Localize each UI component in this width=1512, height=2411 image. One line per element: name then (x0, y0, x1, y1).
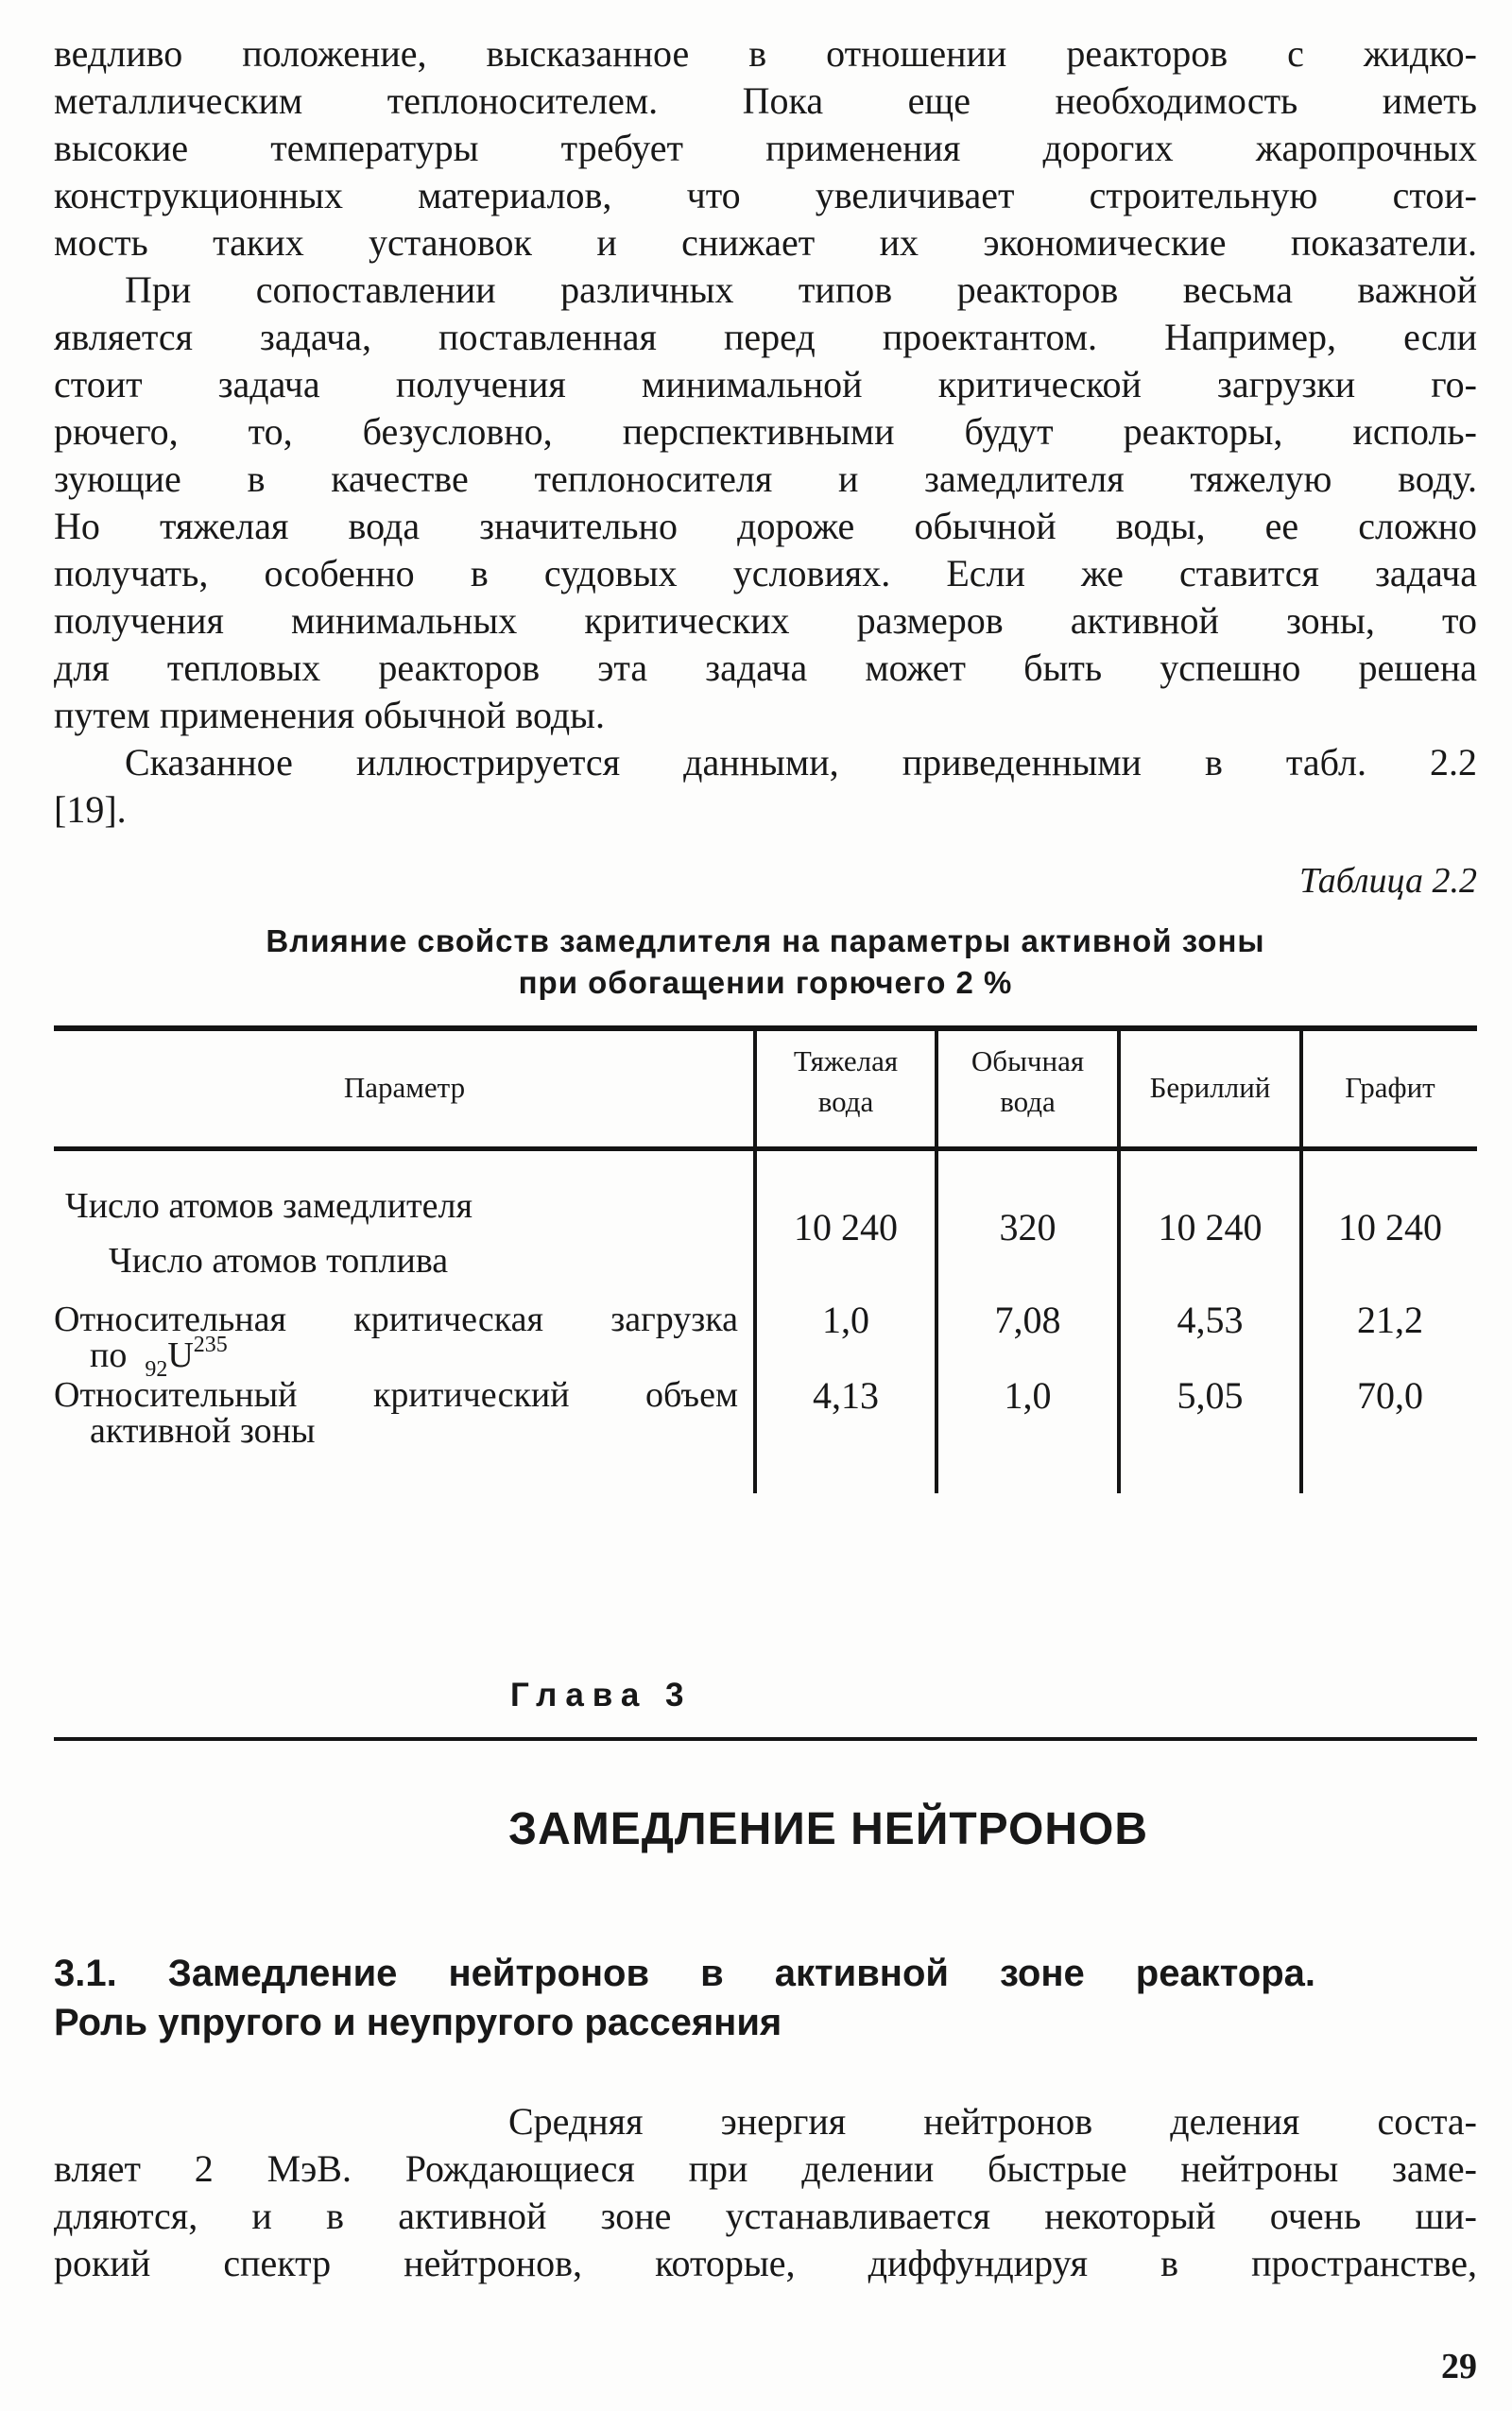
table-cell: 7,08 (994, 1299, 1061, 1341)
body-line: стоит задача получения минимальной критической загрузки го- (54, 363, 1477, 405)
isotope-prefix: по (90, 1335, 128, 1375)
body-line: Средняя энергия нейтронов деления соста- (508, 2100, 1477, 2143)
body-line: металлическим теплоносителем. Пока еще необходимость иметь (54, 79, 1477, 122)
paragraph-comparison (54, 267, 1477, 739)
table-caption-line: при обогащении горючего 2 % (518, 965, 1013, 1000)
paragraph-table-reference (54, 739, 1477, 834)
column-header-graphite: Графит (1345, 1071, 1435, 1104)
chapter-rule (54, 1737, 1477, 1741)
table-cell: 10 240 (1338, 1206, 1442, 1249)
table-cell: 4,53 (1177, 1299, 1244, 1341)
body-line: получать, особенно в судовых условиях. Если же ставится задача (54, 552, 1477, 594)
table-cell: 5,05 (1177, 1374, 1244, 1417)
body-line: для тепловых реакторов эта задача может быть успешно решена (54, 646, 1477, 689)
table-cell: 10 240 (794, 1206, 898, 1249)
body-line: дляются, и в активной зоне устанавливается некоторый очень ши- (54, 2195, 1477, 2237)
table-label: Таблица 2.2 (1299, 861, 1477, 901)
body-line: высокие температуры требует применения дорогих жаропрочных (54, 127, 1477, 169)
body-line: рючего, то, безусловно, перспективными будут реакторы, исполь- (54, 410, 1477, 453)
table-cell: 1,0 (1004, 1374, 1052, 1417)
body-line: путем применения обычной воды. (54, 694, 606, 736)
header-line: Обычная (971, 1044, 1085, 1077)
table-header-rule (54, 1146, 1477, 1151)
table-cell: 1,0 (822, 1299, 869, 1341)
body-line: является задача, поставленная перед проектантом. Например, если (54, 316, 1477, 358)
row3-label-line2: активной зоны (90, 1411, 316, 1451)
paragraph-continuation (54, 30, 1477, 267)
body-line: При сопоставлении различных типов реакторов весьма важной (125, 268, 1477, 311)
row2-label-isotope (90, 1333, 228, 1382)
moderator-properties-table (54, 1025, 1477, 1493)
header-line: вода (817, 1085, 874, 1118)
row3-label: Относительный критический объем (54, 1375, 738, 1415)
body-line: рокий спектр нейтронов, которые, диффундируя в пространстве, (54, 2242, 1477, 2284)
body-line: Но тяжелая вода значительно дороже обычной воды, ее сложно (54, 505, 1477, 547)
column-header-beryllium: Бериллий (1149, 1071, 1271, 1104)
body-line: Сказанное иллюстрируется данными, приведенными в табл. 2.2 (125, 741, 1477, 784)
chapter-kicker: Глава 3 (510, 1677, 693, 1714)
header-line: Тяжелая (793, 1044, 899, 1077)
isotope-symbol: U (167, 1335, 194, 1375)
chapter-title: ЗАМЕДЛЕНИЕ НЕЙТРОНОВ (508, 1804, 1149, 1854)
column-header-parameter: Параметр (343, 1071, 466, 1104)
body-line: вляет 2 МэВ. Рождающиеся при делении быстрые нейтроны заме- (54, 2147, 1477, 2190)
row1-label-numerator: Число атомов замедлителя (65, 1186, 472, 1226)
table-cell: 4,13 (813, 1374, 879, 1417)
isotope-mass-number: 235 (193, 1333, 228, 1357)
isotope-atomic-number: 92 (145, 1357, 168, 1382)
paragraph-section-body (54, 2098, 1477, 2287)
table-cell: 320 (999, 1206, 1057, 1249)
row1-label-denominator: Число атомов топлива (109, 1241, 449, 1281)
table-cell: 70,0 (1357, 1374, 1423, 1417)
body-line: зующие в качестве теплоносителя и замедлителя тяжелую воду. (54, 457, 1477, 500)
column-header-heavy-water (757, 1041, 935, 1122)
section-heading (54, 1949, 1315, 2047)
section-heading-line: Роль упругого и неупругого рассеяния (54, 2002, 782, 2043)
table-caption (54, 921, 1477, 1004)
section-heading-line: 3.1. Замедление нейтронов в активной зоне реактора. (54, 1953, 1315, 1994)
body-line: [19]. (54, 788, 127, 831)
body-line: конструкционных материалов, что увеличивает строительную стои- (54, 174, 1477, 216)
column-header-ordinary-water (938, 1041, 1117, 1122)
body-line: ведливо положение, высказанное в отношении реакторов с жидко- (54, 32, 1477, 75)
body-line: получения минимальных критических размеров активной зоны, то (54, 599, 1477, 642)
table-cell: 21,2 (1357, 1299, 1423, 1341)
header-line: вода (1000, 1085, 1056, 1118)
page-number: 29 (1441, 2347, 1477, 2386)
body-line: мость таких установок и снижает их экономические показатели. (54, 221, 1477, 264)
row2-label: Относительная критическая загрузка (54, 1300, 738, 1339)
table-cell: 10 240 (1158, 1206, 1263, 1249)
table-caption-line: Влияние свойств замедлителя на параметры активной зоны (266, 923, 1265, 958)
